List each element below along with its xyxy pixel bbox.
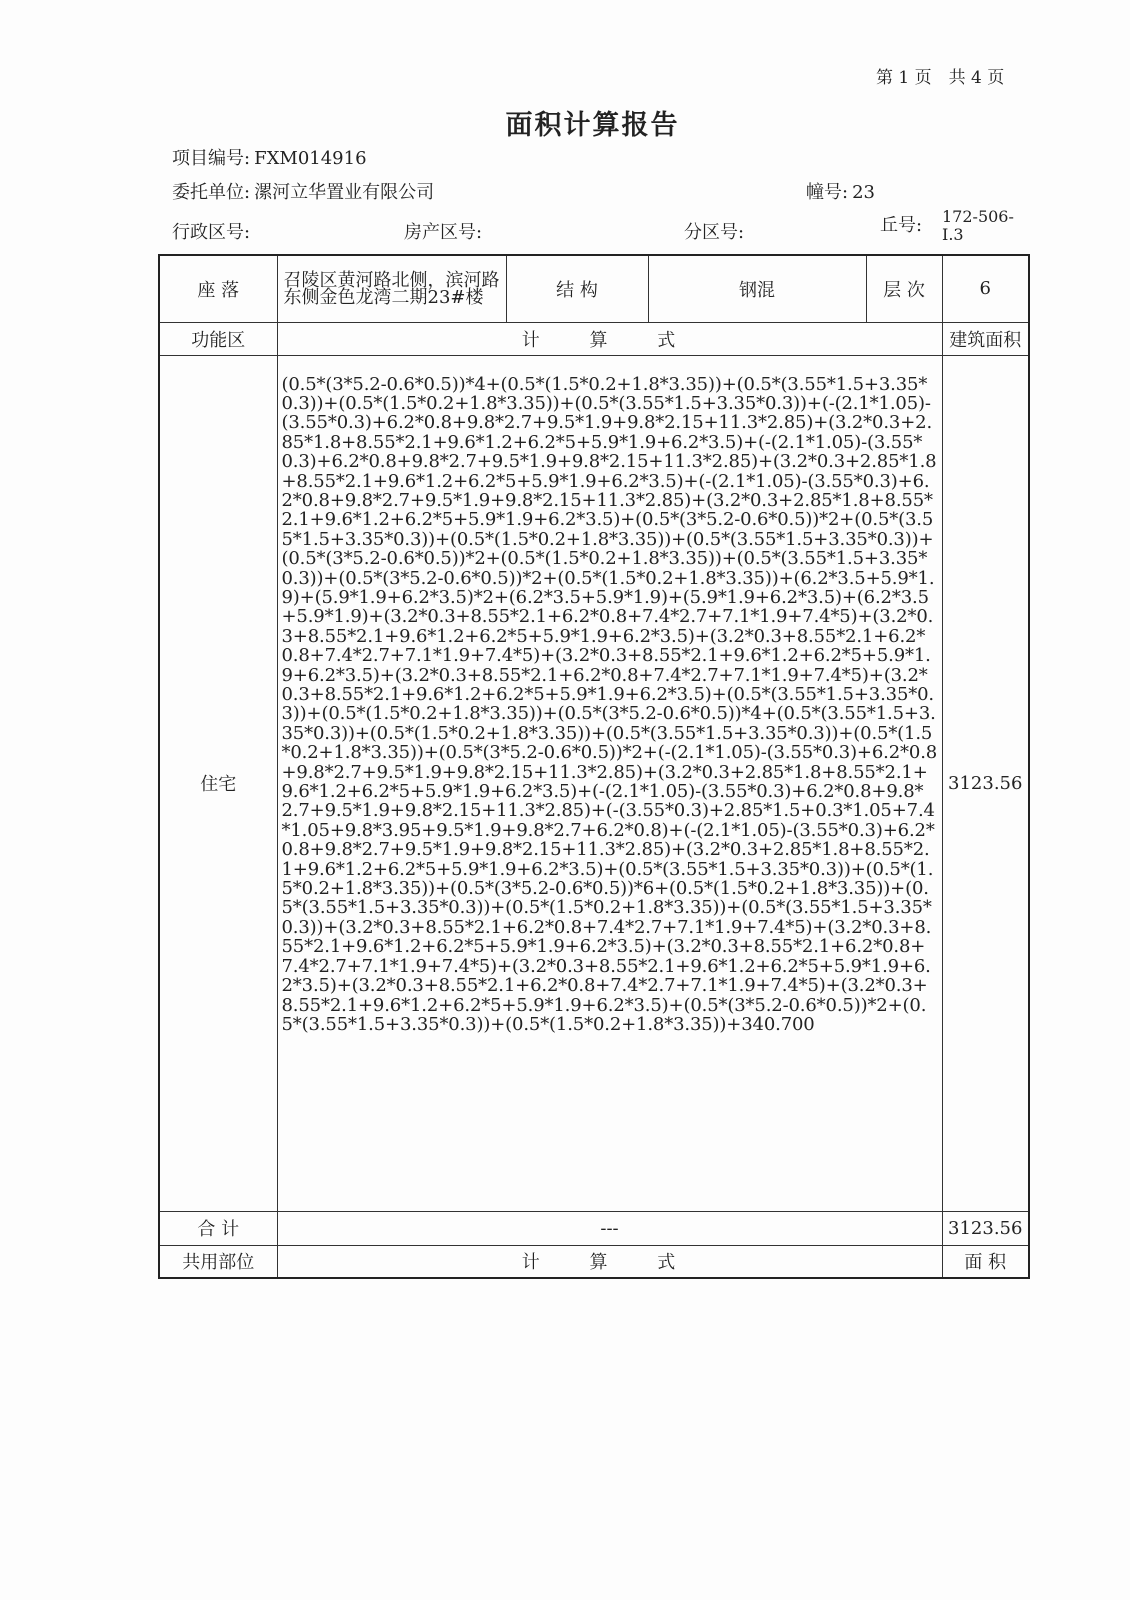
project-no [172,144,367,170]
qiu-no [880,207,1014,244]
qiu-label: 丘号: [880,215,923,236]
location-label: 座 落 [159,255,277,322]
total-label: 合 计 [159,1211,277,1245]
qiu-value-line1: 172-506- [942,207,1014,226]
building-value: 23 [852,182,875,203]
floors-label: 层 次 [866,255,942,322]
client-label: 委托单位: [172,182,251,203]
client-value: 漯河立华置业有限公司 [254,182,435,203]
area-header: 建筑面积 [942,322,1029,355]
project-no-value: FXM014916 [254,148,367,169]
property-area [404,218,482,244]
func-header: 功能区 [159,322,277,355]
area-table [158,254,1030,1279]
row-formula: (0.5*(3*5.2-0.6*0.5))*4+(0.5*(1.5*0.2+1.8*3.35))+(0.5*(3.55*1.5+3.35*0.3))+(0.5*(1.5*0.2+1.8*3.35))+(0.5*(3.55*1.5+3.35*0.3))+(-(2.1*1.05)-(3.55*0.3)+6.2*0.8+9.8*2.7+9.5*1.9+9.8*2.15+11.3*2.85)+(3.2*0.3+2.85*1.8+8.55*2.1+9.6*1.2+6.2*5+5.9*1.9+6.2*3.5)+(-(2.1*1.05)-(3.55*0.3)+6.2*0.8+9.8*2.7+9.5*1.9+9.8*2.15+11.3*2.85)+(3.2*0.3+2.85*1.8+8.55*2.1+9.6*1.2+6.2*5+5.9*1.9+6.2*3.5)+(-(2.1*1.05)-(3.55*0.3)+6.2*0.8+9.8*2.7+9.5*1.9+9.8*2.15+11.3*2.85)+(3.2*0.3+2.85*1.8+8.55*2.1+9.6*1.2+6.2*5+5.9*1.9+6.2*3.5)+(0.5*(3*5.2-0.6*0.5))*2+(0.5*(3.55*1.5+3.35*0.3))+(0.5*(1.5*0.2+1.8*3.35))+(0.5*(3.55*1.5+3.35*0.3))+(0.5*(3*5.2-0.6*0.5))*2+(0.5*(1.5*0.2+1.8*3.35))+(0.5*(3.55*1.5+3.35*0.3))+(0.5*(3*5.2-0.6*0.5))*2+(0.5*(1.5*0.2+1.8*3.35))+(6.2*3.5+5.9*1.9)+(5.9*1.9+6.2*3.5)*2+(6.2*3.5+5.9*1.9)+(5.9*1.9+6.2*3.5)+(6.2*3.5+5.9*1.9)+(3.2*0.3+8.55*2.1+6.2*0.8+7.4*2.7+7.1*1.9+7.4*5)+(3.2*0.3+8.55*2.1+9.6*1.2+6.2*5+5.9*1.9+6.2*3.5)+(3.2*0.3+8.55*2.1+6.2*0.8+7.4*2.7+7.1*1.9+7.4*5)+(3.2*0.3+8.55*2.1+9.6*1.2+6.2*5+5.9*1.9+6.2*3.5)+(3.2*0.3+8.55*2.1+6.2*0.8+7.4*2.7+7.1*1.9+7.4*5)+(3.2*0.3+8.55*2.1+9.6*1.2+6.2*5+5.9*1.9+6.2*3.5)+(0.5*(3.55*1.5+3.35*0.3))+(0.5*(1.5*0.2+1.8*3.35))+(0.5*(3*5.2-0.6*0.5))*4+(0.5*(3.55*1.5+3.35*0.3))+(0.5*(1.5*0.2+1.8*3.35))+(0.5*(3.55*1.5+3.35*0.3))+(0.5*(1.5*0.2+1.8*3.35))+(0.5*(3*5.2-0.6*0.5))*2+(-(2.1*1.05)-(3.55*0.3)+6.2*0.8+9.8*2.7+9.5*1.9+9.8*2.15+11.3*2.85)+(3.2*0.3+2.85*1.8+8.55*2.1+9.6*1.2+6.2*5+5.9*1.9+6.2*3.5)+(-(2.1*1.05)-(3.55*0.3)+6.2*0.8+9.8*2.7+9.5*1.9+9.8*2.15+11.3*2.85)+(-(3.55*0.3)+2.85*1.5+0.3*1.05+7.4*1.05+9.8*3.95+9.5*1.9+9.8*2.7+6.2*0.8)+(-(2.1*1.05)-(3.55*0.3)+6.2*0.8+9.8*2.7+9.5*1.9+9.8*2.15+11.3*2.85)+(3.2*0.3+2.85*1.8+8.55*2.1+9.6*1.2+6.2*5+5.9*1.9+6.2*3.5)+(0.5*(3.55*1.5+3.35*0.3))+(0.5*(1.5*0.2+1.8*3.35))+(0.5*(3*5.2-0.6*0.5))*6+(0.5*(1.5*0.2+1.8*3.35))+(0.5*(3.55*1.5+3.35*0.3))+(0.5*(1.5*0.2+1.8*3.35))+(0.5*(3.55*1.5+3.35*0.3))+(3.2*0.3+8.55*2.1+6.2*0.8+7.4*2.7+7.1*1.9+7.4*5)+(3.2*0.3+8.55*2.1+9.6*1.2+6.2*5+5.9*1.9+6.2*3.5)+(3.2*0.3+8.55*2.1+6.2*0.8+7.4*2.7+7.1*1.9+7.4*5)+(3.2*0.3+8.55*2.1+9.6*1.2+6.2*5+5.9*1.9+6.2*3.5)+(3.2*0.3+8.55*2.1+6.2*0.8+7.4*2.7+7.1*1.9+7.4*5)+(3.2*0.3+8.55*2.1+9.6*1.2+6.2*5+5.9*1.9+6.2*3.5)+(0.5*(3*5.2-0.6*0.5))*2+(0.5*(3.55*1.5+3.35*0.3))+(0.5*(1.5*0.2+1.8*3.35))+340.700 [277,355,942,1211]
floors-value: 6 [942,255,1029,322]
table-row [159,355,1029,1211]
building-no [806,178,875,204]
shared-area-header: 面 积 [942,1245,1029,1278]
qiu-value-line2: I.3 [942,225,964,244]
shared-row [159,1245,1029,1278]
structure-value: 钢混 [648,255,866,322]
total-row [159,1211,1029,1245]
client [172,178,434,204]
admin-area-label: 行政区号: [172,222,251,243]
project-no-label: 项目编号: [172,148,251,169]
total-area: 3123.56 [942,1211,1029,1245]
total-formula: --- [277,1211,942,1245]
header-row [159,322,1029,355]
location-row [159,255,1029,322]
admin-area [172,218,250,244]
page-indicator: 第 1 页 共 4 页 [876,68,1005,88]
building-label: 幢号: [806,182,849,203]
property-area-label: 房产区号: [404,222,483,243]
row-function: 住宅 [159,355,277,1211]
sub-area [684,218,744,244]
shared-formula-header: 计 算 式 [277,1245,942,1278]
row-area: 3123.56 [942,355,1029,1211]
formula-header: 计 算 式 [277,322,942,355]
shared-label: 共用部位 [159,1245,277,1278]
page-title: 面积计算报告 [505,110,680,141]
structure-label: 结 构 [506,255,648,322]
location-value: 召陵区黄河路北侧，滨河路东侧金色龙湾二期23#楼 [277,255,506,322]
sub-area-label: 分区号: [684,222,745,243]
